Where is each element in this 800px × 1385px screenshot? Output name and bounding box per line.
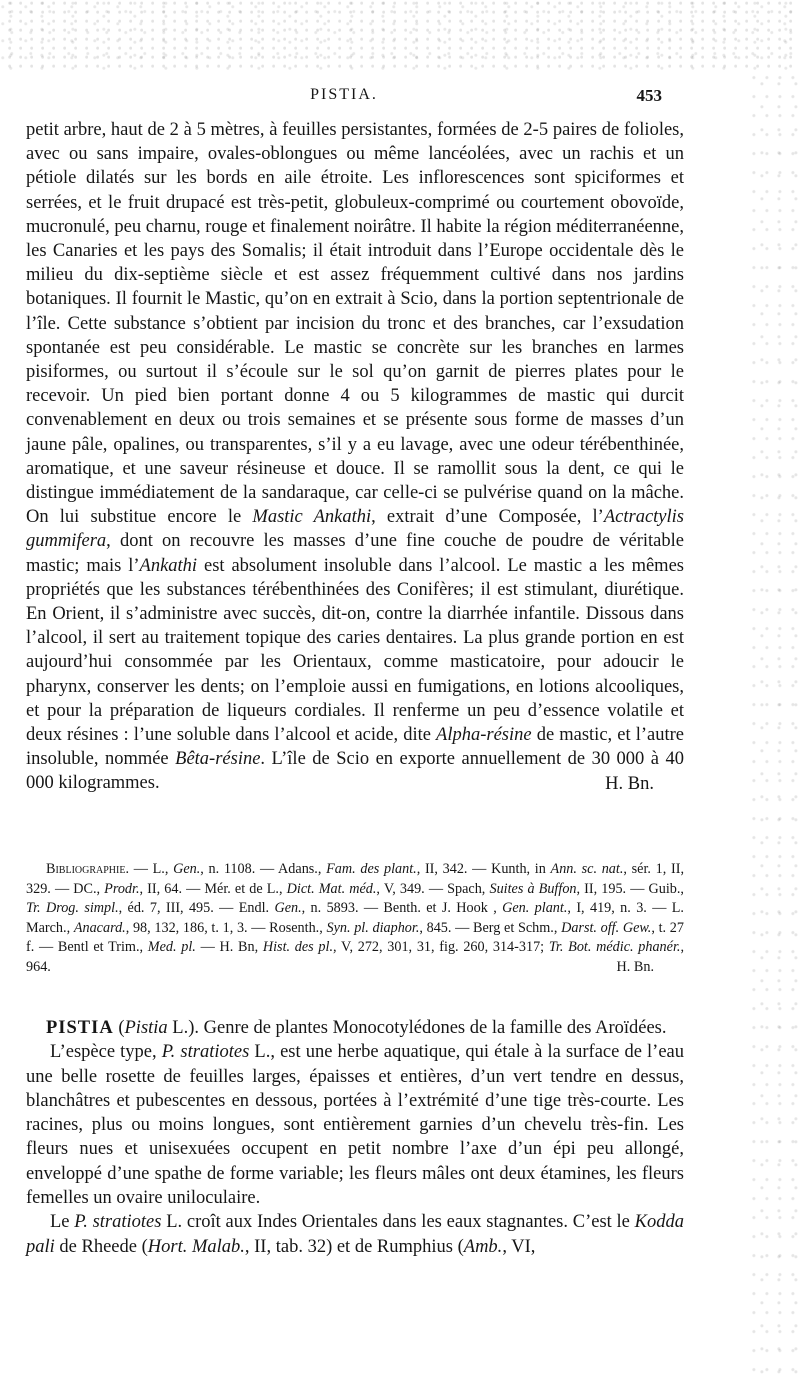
- text-run: , 964.: [26, 939, 684, 975]
- text-run: de Rheede (: [54, 1236, 148, 1257]
- italic-term: Dict. Mat. méd.: [286, 880, 377, 897]
- text-run: , 845. — Berg et Schm.,: [419, 919, 562, 936]
- text-run: , t. 27 f. — Bentl et Trim.,: [26, 919, 684, 956]
- italic-term: P. stratiotes: [74, 1212, 162, 1233]
- scan-noise-right: [750, 70, 800, 1385]
- italic-term: Gen.: [274, 900, 302, 917]
- text-run: , dont on recouvre les masses d’une fine couche de poudre de véritable mastic; mais l’: [26, 531, 684, 576]
- text-run: , II, 195. — Guib.,: [576, 880, 684, 897]
- entry-distribution: [26, 1210, 684, 1259]
- bibliography: [26, 860, 684, 977]
- text-run: , I, 419, n. 3. — L. March.,: [26, 900, 684, 936]
- text-run: , éd. 7, III, 495. — Endl.: [118, 900, 275, 917]
- mastic-paragraph: [26, 118, 684, 796]
- italic-term: Ann. sc. nat.: [550, 861, 624, 877]
- italic-term: Actractylis gummifera: [26, 507, 684, 552]
- text-run: , V, 272, 301, 31, fig. 260, 314-317;: [333, 939, 549, 956]
- text-run: , II, 64. — Mér. et de L.,: [139, 880, 287, 897]
- italic-term: Gen.: [173, 861, 201, 877]
- italic-term: Suites à Buffon: [489, 880, 577, 897]
- text-run: , II, 342. — Kunth, in: [416, 861, 551, 877]
- author-signature: H. Bn.: [605, 773, 654, 794]
- text-run: , n. 1108. — Adans.,: [200, 861, 327, 877]
- italic-term: Fam. des plant.: [326, 861, 417, 877]
- text-run: , II, tab. 32) et de Rumphius (: [244, 1236, 464, 1257]
- text-run: est absolument insoluble dans l’alcool. Le mastic a les mêmes propriétés que les substances térébenthinées des Conifères; il est stimulant, diurétique. En Orient, il s’administre avec succès, dit-on, contre la diarrhée infantile. Dissous dans l’alcool, il sert au traitement topique des caries dentaires. La plus grande portion en est aujourd’hui consommée par les Orientaux, comme masticatoire, pour adoucir le pharynx, conserver les dents; on l’emploie aussi en fumigations, en lotions alcooliques, et pour la préparation de liqueurs cordiales. Il renferme un peu d’essence volatile et deux résines : l’une soluble dans l’alcool et acide, dite: [26, 555, 684, 746]
- scan-noise-top: [0, 0, 800, 70]
- text-run: — L.,: [129, 861, 174, 877]
- text-run: L., est une herbe aquatique, qui étale à la surface de l’eau une belle rosette de feuilles larges, épaisses et entières, d’un vert tendre en dessus, blanchâtres et pubescentes en dessous, portées à l’extrémité d’une tige très-courte. Les racines, plus ou moins longues, sont entièrement garnies d’un chevelu très-fin. Les fleurs nues et unisexuées occupent en petit nombre l’axe d’un épi peu allongé, enveloppé d’une spathe de forme variable; les fleurs mâles ont deux étamines, les fleurs femelles un ovaire uniloculaire.: [26, 1042, 684, 1209]
- text-run: , extrait d’une Composée, l’: [371, 507, 604, 528]
- pistia-entry: [26, 1016, 684, 1259]
- text-run: Genre de plantes Monocotylédones de la famille des Aroïdées.: [199, 1018, 667, 1038]
- italic-term: Alpha-résine: [436, 725, 532, 746]
- italic-term: Gen. plant.: [502, 900, 568, 917]
- text-run: (: [113, 1018, 125, 1038]
- italic-term: Hist. des pl.: [262, 939, 334, 956]
- italic-term: Med. pl.: [147, 939, 196, 956]
- text-run: , VI,: [502, 1236, 536, 1257]
- text-run: — H. Bn,: [195, 939, 263, 956]
- text-run: petit arbre, haut de 2 à 5 mètres, à feuilles persistantes, formées de 2-5 paires de folioles, avec ou sans impaire, ovales-oblongues ou même lancéolées, avec un rachis et un pétiole dilatés sur les bords en aile étroite. Les inflorescences sont spiciformes et serrées, et le fruit drupacé est très-petit, globuleux-comprimé ou courtement obovoïde, mucronulé, peu charnu, rouge et finalement noirâtre. Il habite la région méditerranéenne, les Canaries et les pays des Somalis; il était introduit dans l’Europe occidentale dès le milieu du dix-septième siècle et est assez fréquemment cultivé dans nos jardins botaniques. Il fournit le Mastic, qu’on en extrait à Scio, dans la portion septentrionale de l’île. Cette substance s’obtient par incision du tronc et des branches, car l’exsudation spontanée est peu considérable. Le mastic se concrète sur les branches en larmes pisiformes, ou surtout il s’écoule sur le sol qu’on garnit de pierres plates pour le recevoir. Un pied bien portant donne 4 ou 5 kilogrammes de mastic qui durcit convenablement en deux ou trois semaines et se présente sous forme de masses d’un jaune pâle, opalines, ou transparentes, s’il y a eu lavage, avec une odeur térébenthinée, aromatique, et une saveur résineuse et douce. Il se ramollit sous la dent, ce qui le distingue immédiatement de la sandaraque, car celle-ci se pulvérise quand on la mâche. On lui substitue encore le: [26, 120, 685, 528]
- italic-term: Tr. Bot. médic. phanér.: [548, 939, 681, 956]
- running-title: PISTIA.: [310, 86, 378, 103]
- text-run: , n. 5893. — Benth. et J. Hook ,: [301, 900, 503, 917]
- text-run: L.).: [167, 1018, 200, 1038]
- text-run: , 98, 132, 186, t. 1, 3. — Rosenth.,: [125, 919, 327, 936]
- bibliography-signature: H. Bn.: [616, 958, 654, 975]
- text-run: . L’île de Scio en exporte annuellement de 30 000 à 40 000 kilogrammes.: [26, 749, 684, 794]
- text-run: L’espèce type,: [50, 1042, 162, 1063]
- italic-term: Mastic Ankathi: [252, 507, 372, 528]
- italic-term: Hort. Malab.: [147, 1236, 245, 1257]
- text-run: L. croît aux Indes Orientales dans les eaux stagnantes. C’est le: [161, 1212, 635, 1233]
- text-run: , sér. 1, II, 329. — DC.,: [26, 861, 684, 897]
- text-run: de mastic, et l’autre insoluble, nommée: [26, 725, 684, 770]
- italic-term: Kodda pali: [26, 1212, 684, 1257]
- bibliography-label: Bibliographie.: [46, 861, 130, 877]
- italic-term: Ankathi: [139, 555, 198, 576]
- italic-term: Amb.: [463, 1236, 503, 1257]
- page-number: 453: [636, 86, 662, 105]
- running-head: [26, 86, 662, 116]
- text-run: , V, 349. — Spach,: [376, 880, 490, 897]
- entry-description: [26, 1040, 684, 1210]
- italic-term: Tr. Drog. simpl.: [26, 900, 119, 917]
- italic-term: Anacard.: [73, 919, 126, 936]
- italic-term: Pistia: [124, 1018, 168, 1038]
- text-run: Le: [50, 1212, 75, 1233]
- italic-term: Prodr.: [104, 880, 140, 897]
- entry-definition: [26, 1016, 684, 1040]
- italic-term: Syn. pl. diaphor.: [326, 919, 420, 936]
- italic-term: P. stratiotes: [161, 1042, 250, 1063]
- headword: PISTIA: [46, 1018, 114, 1038]
- italic-term: Darst. off. Gew.: [561, 919, 652, 936]
- italic-term: Bêta-résine: [175, 749, 261, 770]
- mastic-article: [26, 118, 684, 796]
